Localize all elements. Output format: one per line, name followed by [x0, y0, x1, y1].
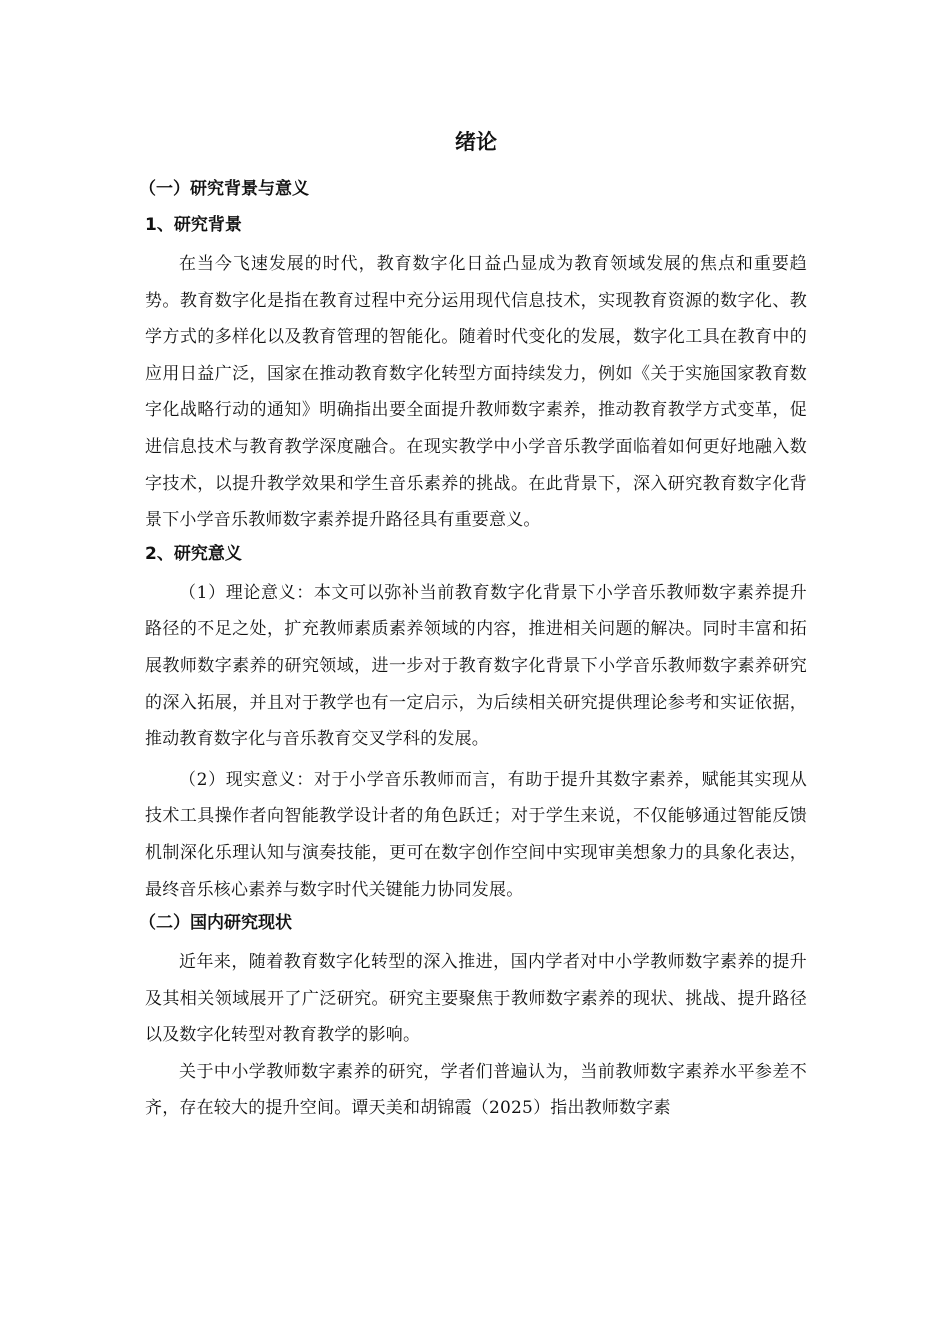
domestic-research-paragraph-1: 近年来，随着教育数字化转型的深入推进，国内学者对中小学教师数字素养的提升及其相关领域展开了广泛研究。研究主要聚焦于教师数字素养的现状、挑战、提升路径以及数字化转型对教育教学的影响。 — [145, 952, 807, 1046]
domestic-research-paragraph-2: 关于中小学教师数字素养的研究，学者们普遍认为，当前教师数字素养水平参差不齐，存在较大的提升空间。谭天美和胡锦霞（2025）指出教师数字素 — [145, 1061, 807, 1119]
document-body — [139, 124, 807, 1127]
practical-significance-paragraph: （2）现实意义：对于小学音乐教师而言，有助于提升其数字素养，赋能其实现从技术工具操作者向智能教学设计者的角色跃迁；对于学生来说，不仅能够通过智能反馈机制深化乐理认知与演奏技能，更可在数字创作空间中实现审美想象力的具象化表达，最终音乐核心素养与数字时代关键能力协同发展。 — [145, 769, 807, 900]
document-title: 绪论 — [455, 130, 497, 154]
background-paragraph: 在当今飞速发展的时代，教育数字化日益凸显成为教育领域发展的焦点和重要趋势。教育数字化是指在教育过程中充分运用现代信息技术，实现教育资源的数字化、教学方式的多样化以及教育管理的智能化。随着时代变化的发展，数字化工具在教育中的应用日益广泛，国家在推动教育数字化转型方面持续发力，例如《关于实施国家教育数字化战略行动的通知》明确指出要全面提升教师数字素养，推动教育教学方式变革，促进信息技术与教育教学深度融合。在现实教学中小学音乐教学面临着如何更好地融入数字技术，以提升教学效果和学生音乐素养的挑战。在此背景下，深入研究教育数字化背景下小学音乐教师数字素养提升路径具有重要意义。 — [145, 254, 807, 531]
theoretical-significance-paragraph: （1）理论意义：本文可以弥补当前教育数字化背景下小学音乐教师数字素养提升路径的不足之处，扩充教师素质素养领域的内容，推进相关问题的解决。同时丰富和拓展教师数字素养的研究领域，进一步对于教育数字化背景下小学音乐教师数字素养研究的深入拓展，并且对于教学也有一定启示，为后续相关研究提供理论参考和实证依据，推动教育数字化与音乐教育交叉学科的发展。 — [145, 582, 807, 750]
section-heading-background-significance: （一）研究背景与意义 — [139, 179, 309, 199]
subsection-heading-background: 1、研究背景 — [145, 215, 242, 235]
subsection-heading-significance: 2、研究意义 — [145, 543, 242, 564]
section-heading-domestic-research: （二）国内研究现状 — [139, 913, 292, 934]
